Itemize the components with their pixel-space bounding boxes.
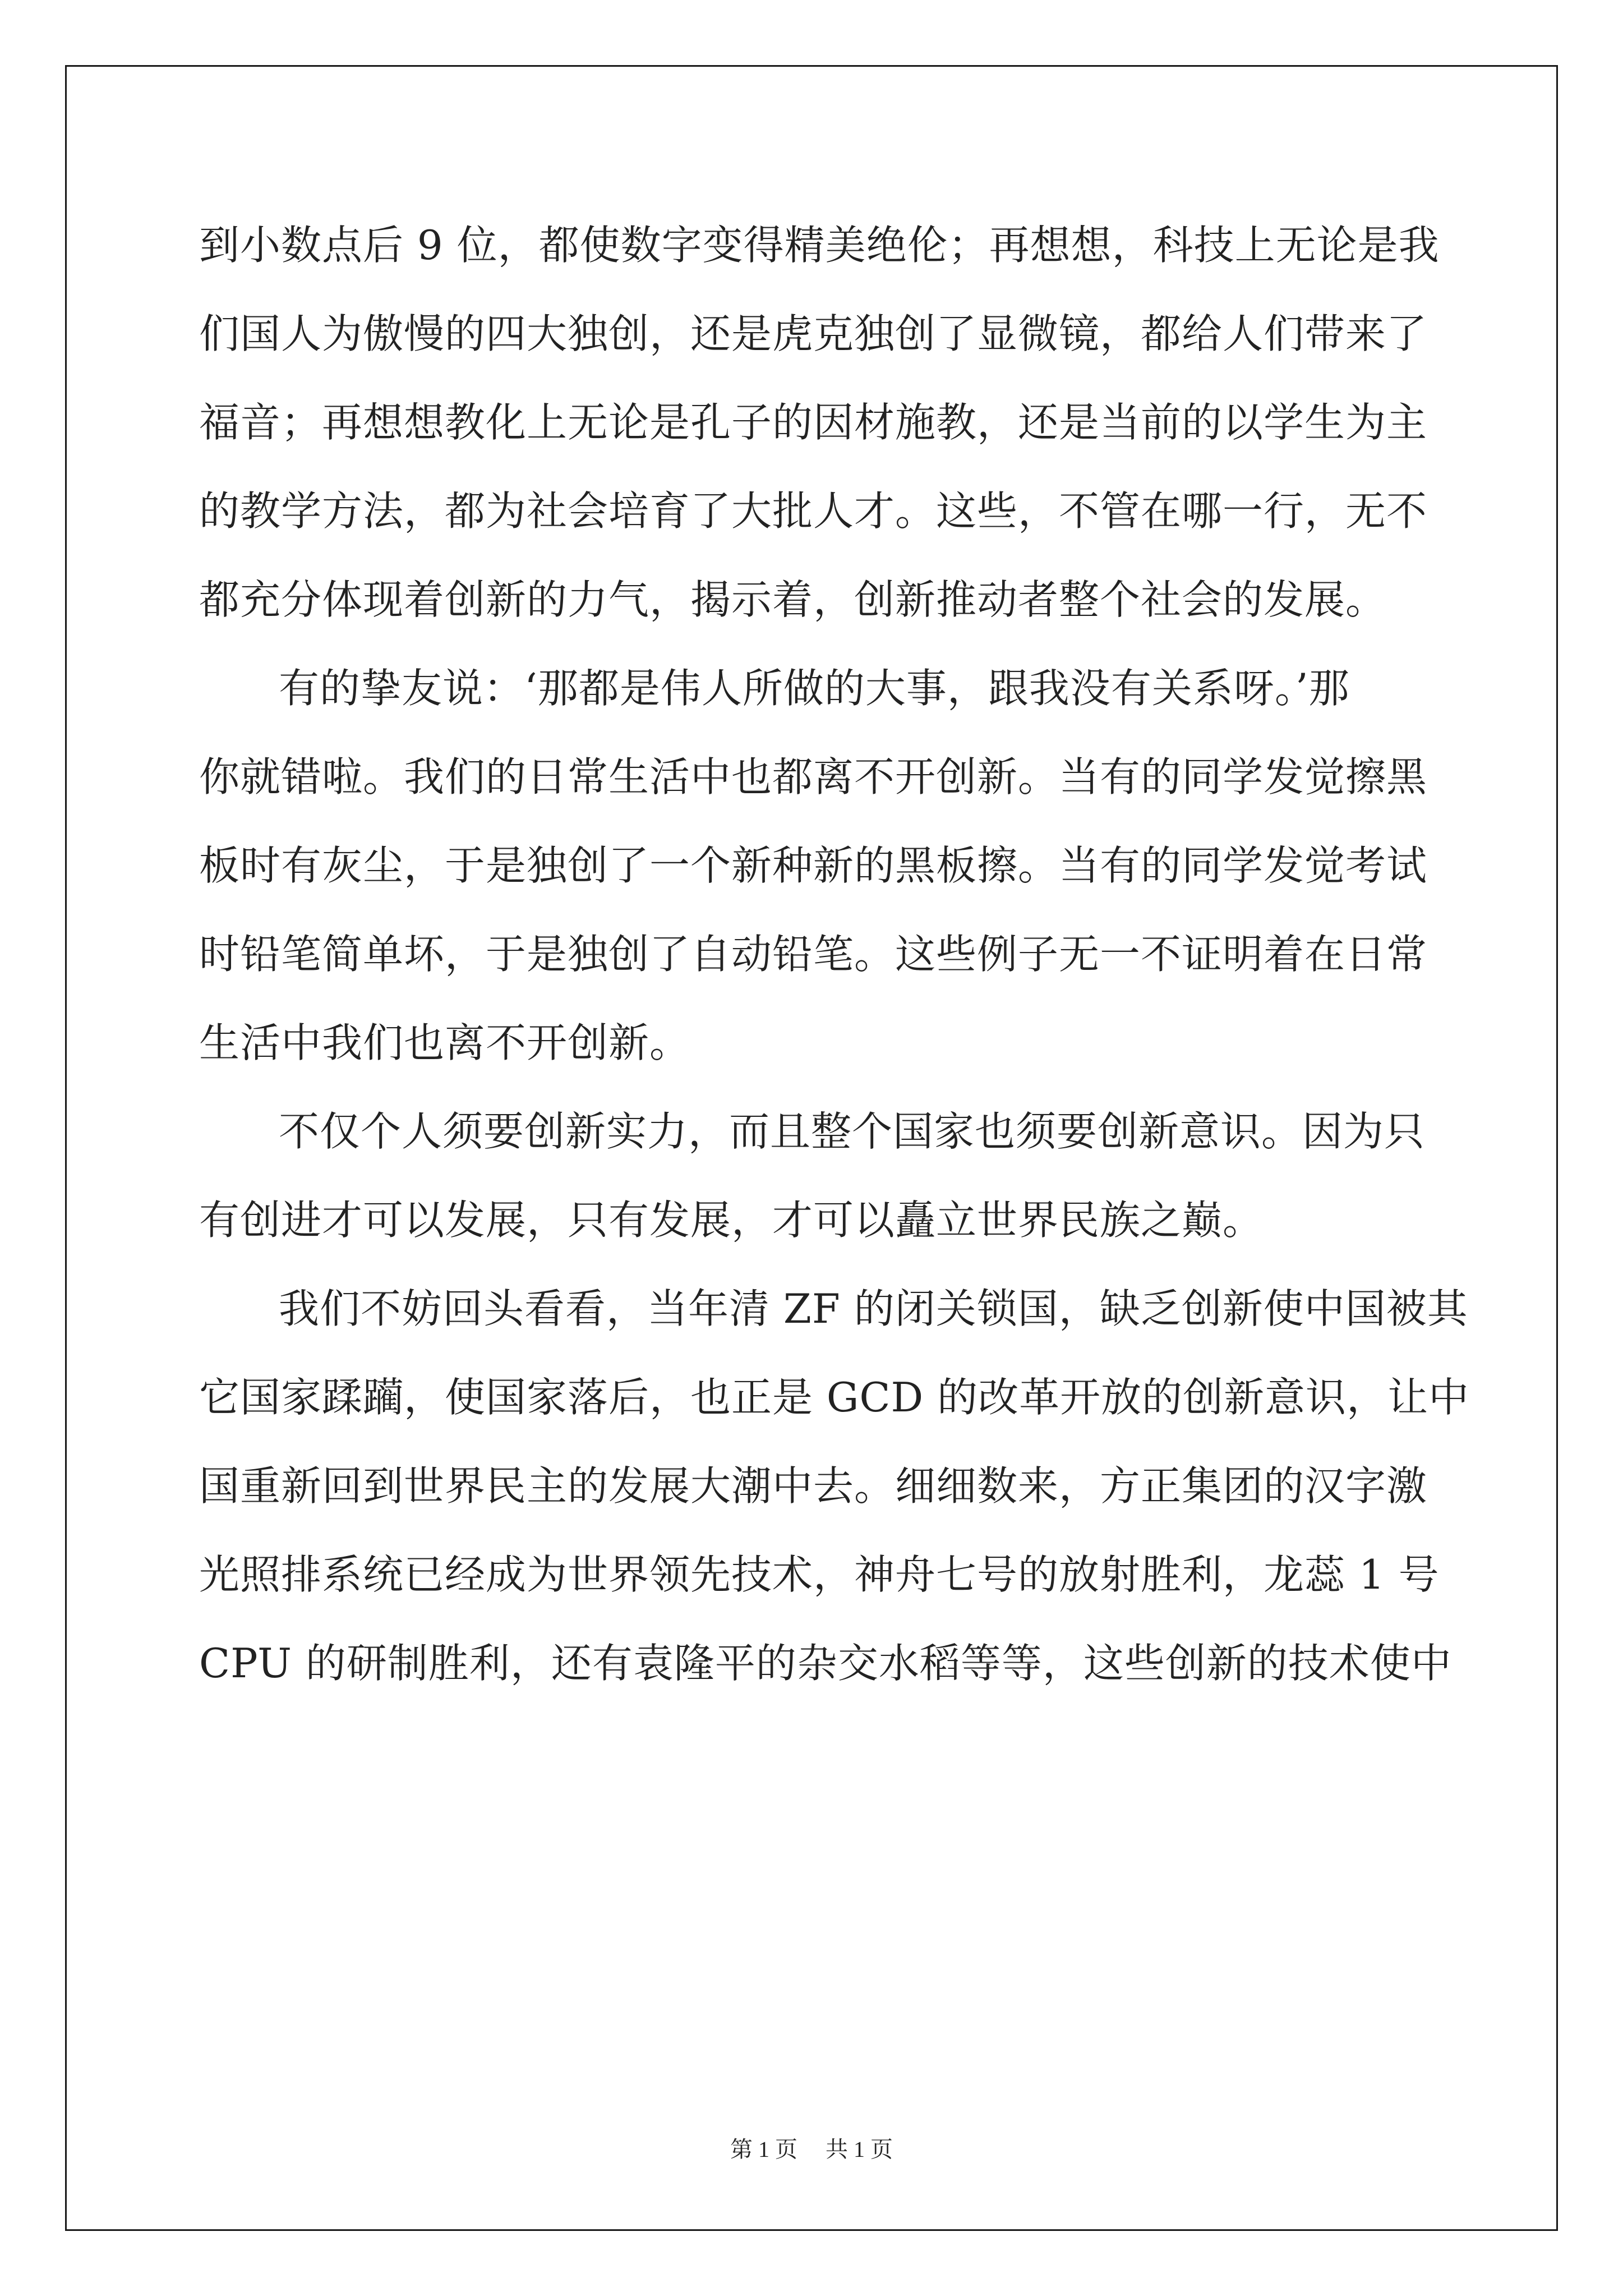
page-total: 共 1 页 [826, 2137, 893, 2162]
text-line: 们国人为傲慢的四大独创，还是虎克独创了显微镜，都给人们带来了 [199, 310, 1428, 357]
text-line: 福音；再想想教化上无论是孔子的因材施教，还是当前的以学生为主 [199, 399, 1428, 446]
text-line: CPU 的研制胜利，还有袁隆平的杂交水稻等等，这些创新的技术使中 [199, 1640, 1452, 1687]
page-footer [0, 2133, 1623, 2166]
text-line: 都充分体现着创新的力气，揭示着，创新推动者整个社会的发展。 [199, 576, 1387, 623]
paragraph-first-line: 我们不妨回头看看，当年清 ZF 的闭关锁国，缺乏创新使中国被其 [279, 1285, 1468, 1332]
document-body [199, 201, 1470, 1708]
text-line: 光照排系统已经成为世界领先技术，神舟七号的放射胜利，龙蕊 1 号 [199, 1551, 1440, 1598]
text-line: 到小数点后 9 位，都使数字变得精美绝伦；再想想，科技上无论是我 [199, 222, 1440, 269]
paragraph-first-line: 不仅个人须要创新实力，而且整个国家也须要创新意识。因为只 [279, 1108, 1426, 1155]
text-line: 有创进才可以发展，只有发展，才可以矗立世界民族之巅。 [199, 1197, 1264, 1244]
text-line: 生活中我们也离不开创新。 [199, 1019, 691, 1066]
text-line: 国重新回到世界民主的发展大潮中去。细细数来，方正集团的汉字激 [199, 1462, 1428, 1510]
text-line: 它国家蹂躏，使国家落后，也正是 GCD 的改革开放的创新意识，让中 [199, 1374, 1470, 1421]
page-number: 第 1 页 [730, 2137, 797, 2162]
paragraph-first-line: 有的挚友说：‘那都是伟人所做的大事，跟我没有关系呀。’那 [279, 665, 1350, 712]
text-line: 的教学方法，都为社会培育了大批人才。这些，不管在哪一行，无不 [199, 487, 1428, 535]
text-line: 你就错啦。我们的日常生活中也都离不开创新。当有的同学发觉擦黑 [199, 753, 1428, 800]
text-line: 时铅笔简单坏，于是独创了自动铅笔。这些例子无一不证明着在日常 [199, 931, 1428, 978]
text-line: 板时有灰尘，于是独创了一个新种新的黑板擦。当有的同学发觉考试 [199, 842, 1428, 889]
